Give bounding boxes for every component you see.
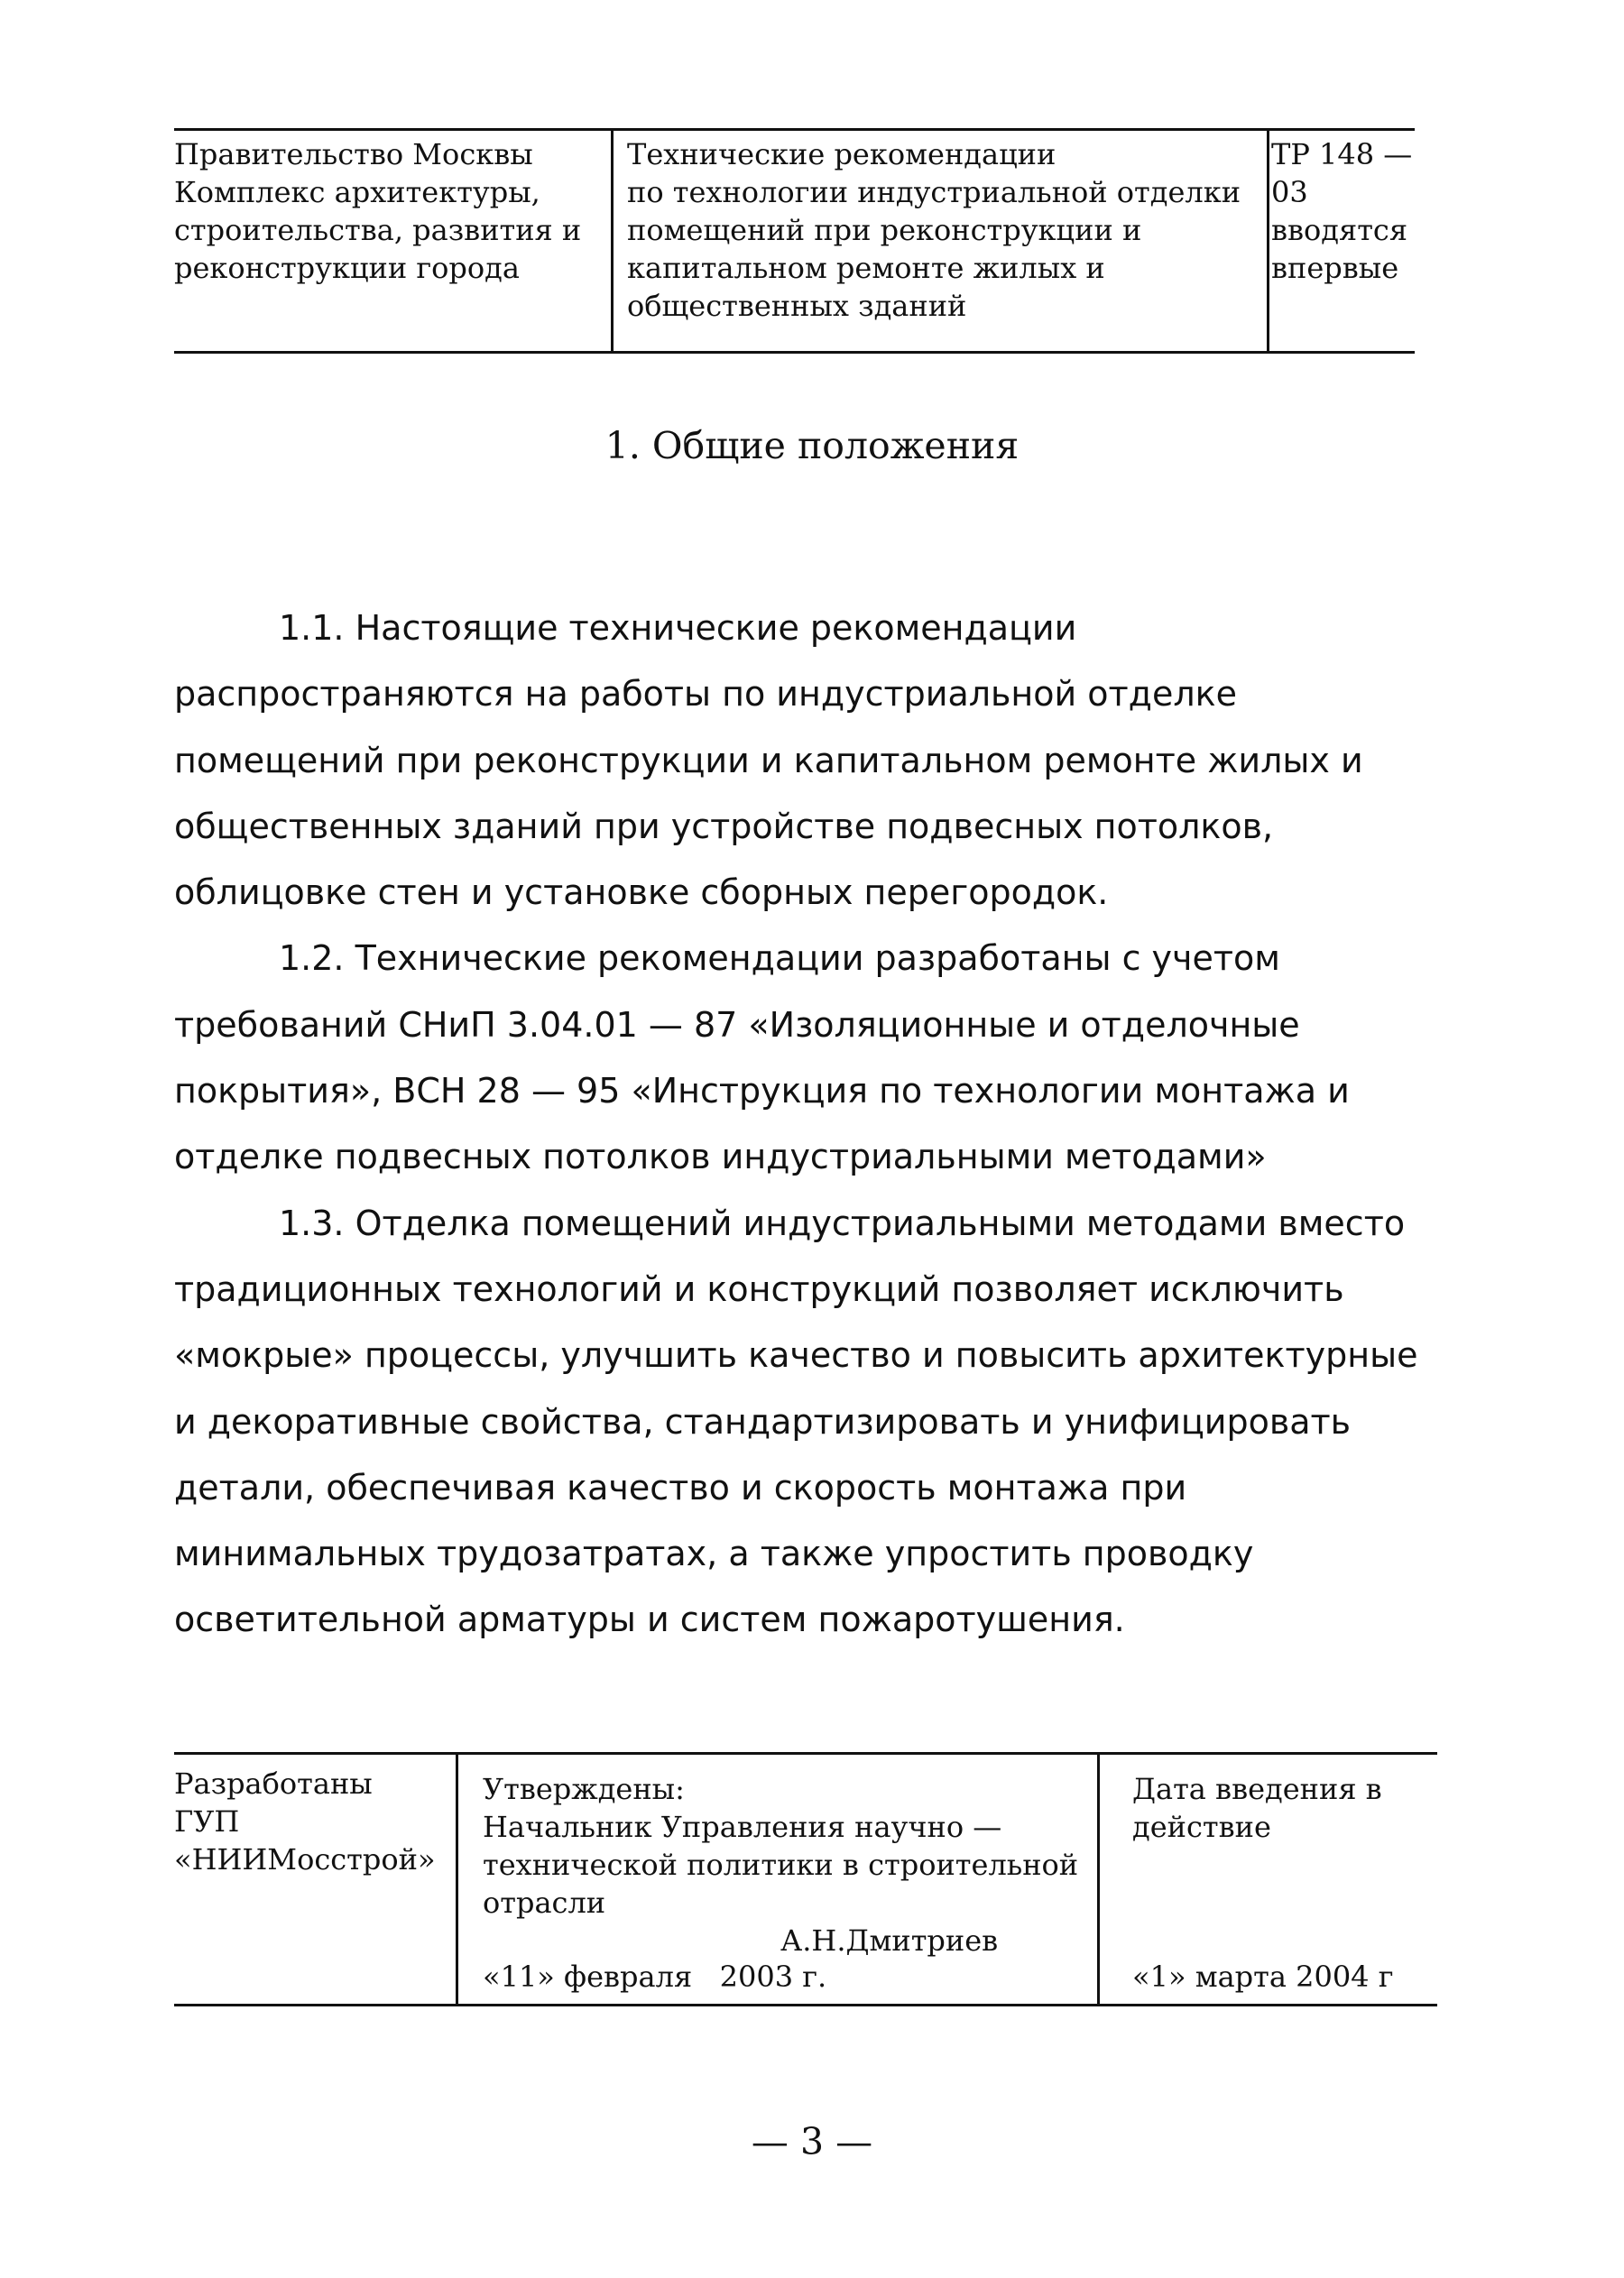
header-table <box>174 128 1415 354</box>
header-bottom-rule <box>174 351 1415 354</box>
org-line: Комплекс архитектуры, <box>174 175 540 209</box>
org-line: строительства, развития и <box>174 213 582 247</box>
footer-effective <box>1132 1770 1437 1846</box>
approved-line: технической политики в строительной <box>483 1848 1079 1882</box>
paragraph-1-1: 1.1. Настоящие технические рекомендации распространяются на работы по индустриальной отделке помещений при реконструкции и капитальном ремонте жилых и общественных зданий при устройстве подвесных потолков, облицовке стен и установке сборных перегородок. <box>174 608 1363 913</box>
doc-title-line: по технологии индустриальной отделки <box>627 175 1241 209</box>
approved-line: Начальник Управления научно — <box>483 1810 1002 1844</box>
org-line: Правительство Москвы <box>174 137 533 171</box>
approved-line: Утверждены: <box>483 1772 685 1806</box>
footer-developed-by <box>174 1765 445 1878</box>
doc-title-line: Технические рекомендации <box>627 137 1057 171</box>
developed-line: Разработаны <box>174 1766 373 1801</box>
page-number: — 3 — <box>751 2120 873 2163</box>
header-organization <box>174 135 605 287</box>
body-text <box>174 595 1419 1654</box>
doc-title-line: помещений при реконструкции и <box>627 213 1142 247</box>
footer-top-rule <box>174 1752 1437 1755</box>
developed-line: ГУП <box>174 1804 240 1839</box>
header-document-title <box>627 135 1273 325</box>
effective-date: «1» марта 2004 г <box>1132 1960 1394 1994</box>
footer-bottom-rule <box>174 2004 1437 2006</box>
header-document-code <box>1271 135 1416 287</box>
doc-code-line: впервые <box>1271 251 1399 285</box>
effective-line: Дата введения в <box>1132 1772 1382 1806</box>
footer-table <box>174 1752 1437 2006</box>
section-title: 1. Общие положения <box>604 424 1020 467</box>
doc-code-line: вводятся <box>1271 213 1407 247</box>
header-divider-1 <box>611 128 614 354</box>
paragraph-1-2: 1.2. Технические рекомендации разработаны с учетом требований СНиП 3.04.01 — 87 «Изоляционные и отделочные покрытия», ВСН 28 — 95 «Инструкция по технологии монтажа и отделке подвесных потолков индустриальными методами» <box>174 938 1350 1177</box>
footer-divider-2 <box>1097 1752 1100 2006</box>
doc-title-line: общественных зданий <box>627 289 967 323</box>
header-top-rule <box>174 128 1415 131</box>
developed-line: «НИИМосстрой» <box>174 1842 436 1877</box>
doc-code-line: ТР 148 — 03 <box>1271 137 1413 209</box>
footer-approved-by <box>483 1770 1085 1960</box>
doc-title-line: капитальном ремонте жилых и <box>627 251 1105 285</box>
org-line: реконструкции города <box>174 251 520 285</box>
approval-date: «11» февраля 2003 г. <box>483 1960 827 1994</box>
effective-line: действие <box>1132 1810 1271 1844</box>
footer-divider-1 <box>456 1752 458 2006</box>
paragraph-1-3: 1.3. Отделка помещений индустриальными методами вместо традиционных технологий и конструкций позволяет исключить «мокрые» процессы, улучшить качество и повысить архитектурные и декоративные свойства, стандартизировать и унифицировать детали, обеспечивая качество и скорость монтажа при минимальных трудозатратах, а также упростить проводку осветительной арматуры и систем пожаротушения. <box>174 1203 1418 1640</box>
approver-name: А.Н.Дмитриев <box>780 1923 999 1958</box>
approved-line: отрасли <box>483 1886 606 1920</box>
